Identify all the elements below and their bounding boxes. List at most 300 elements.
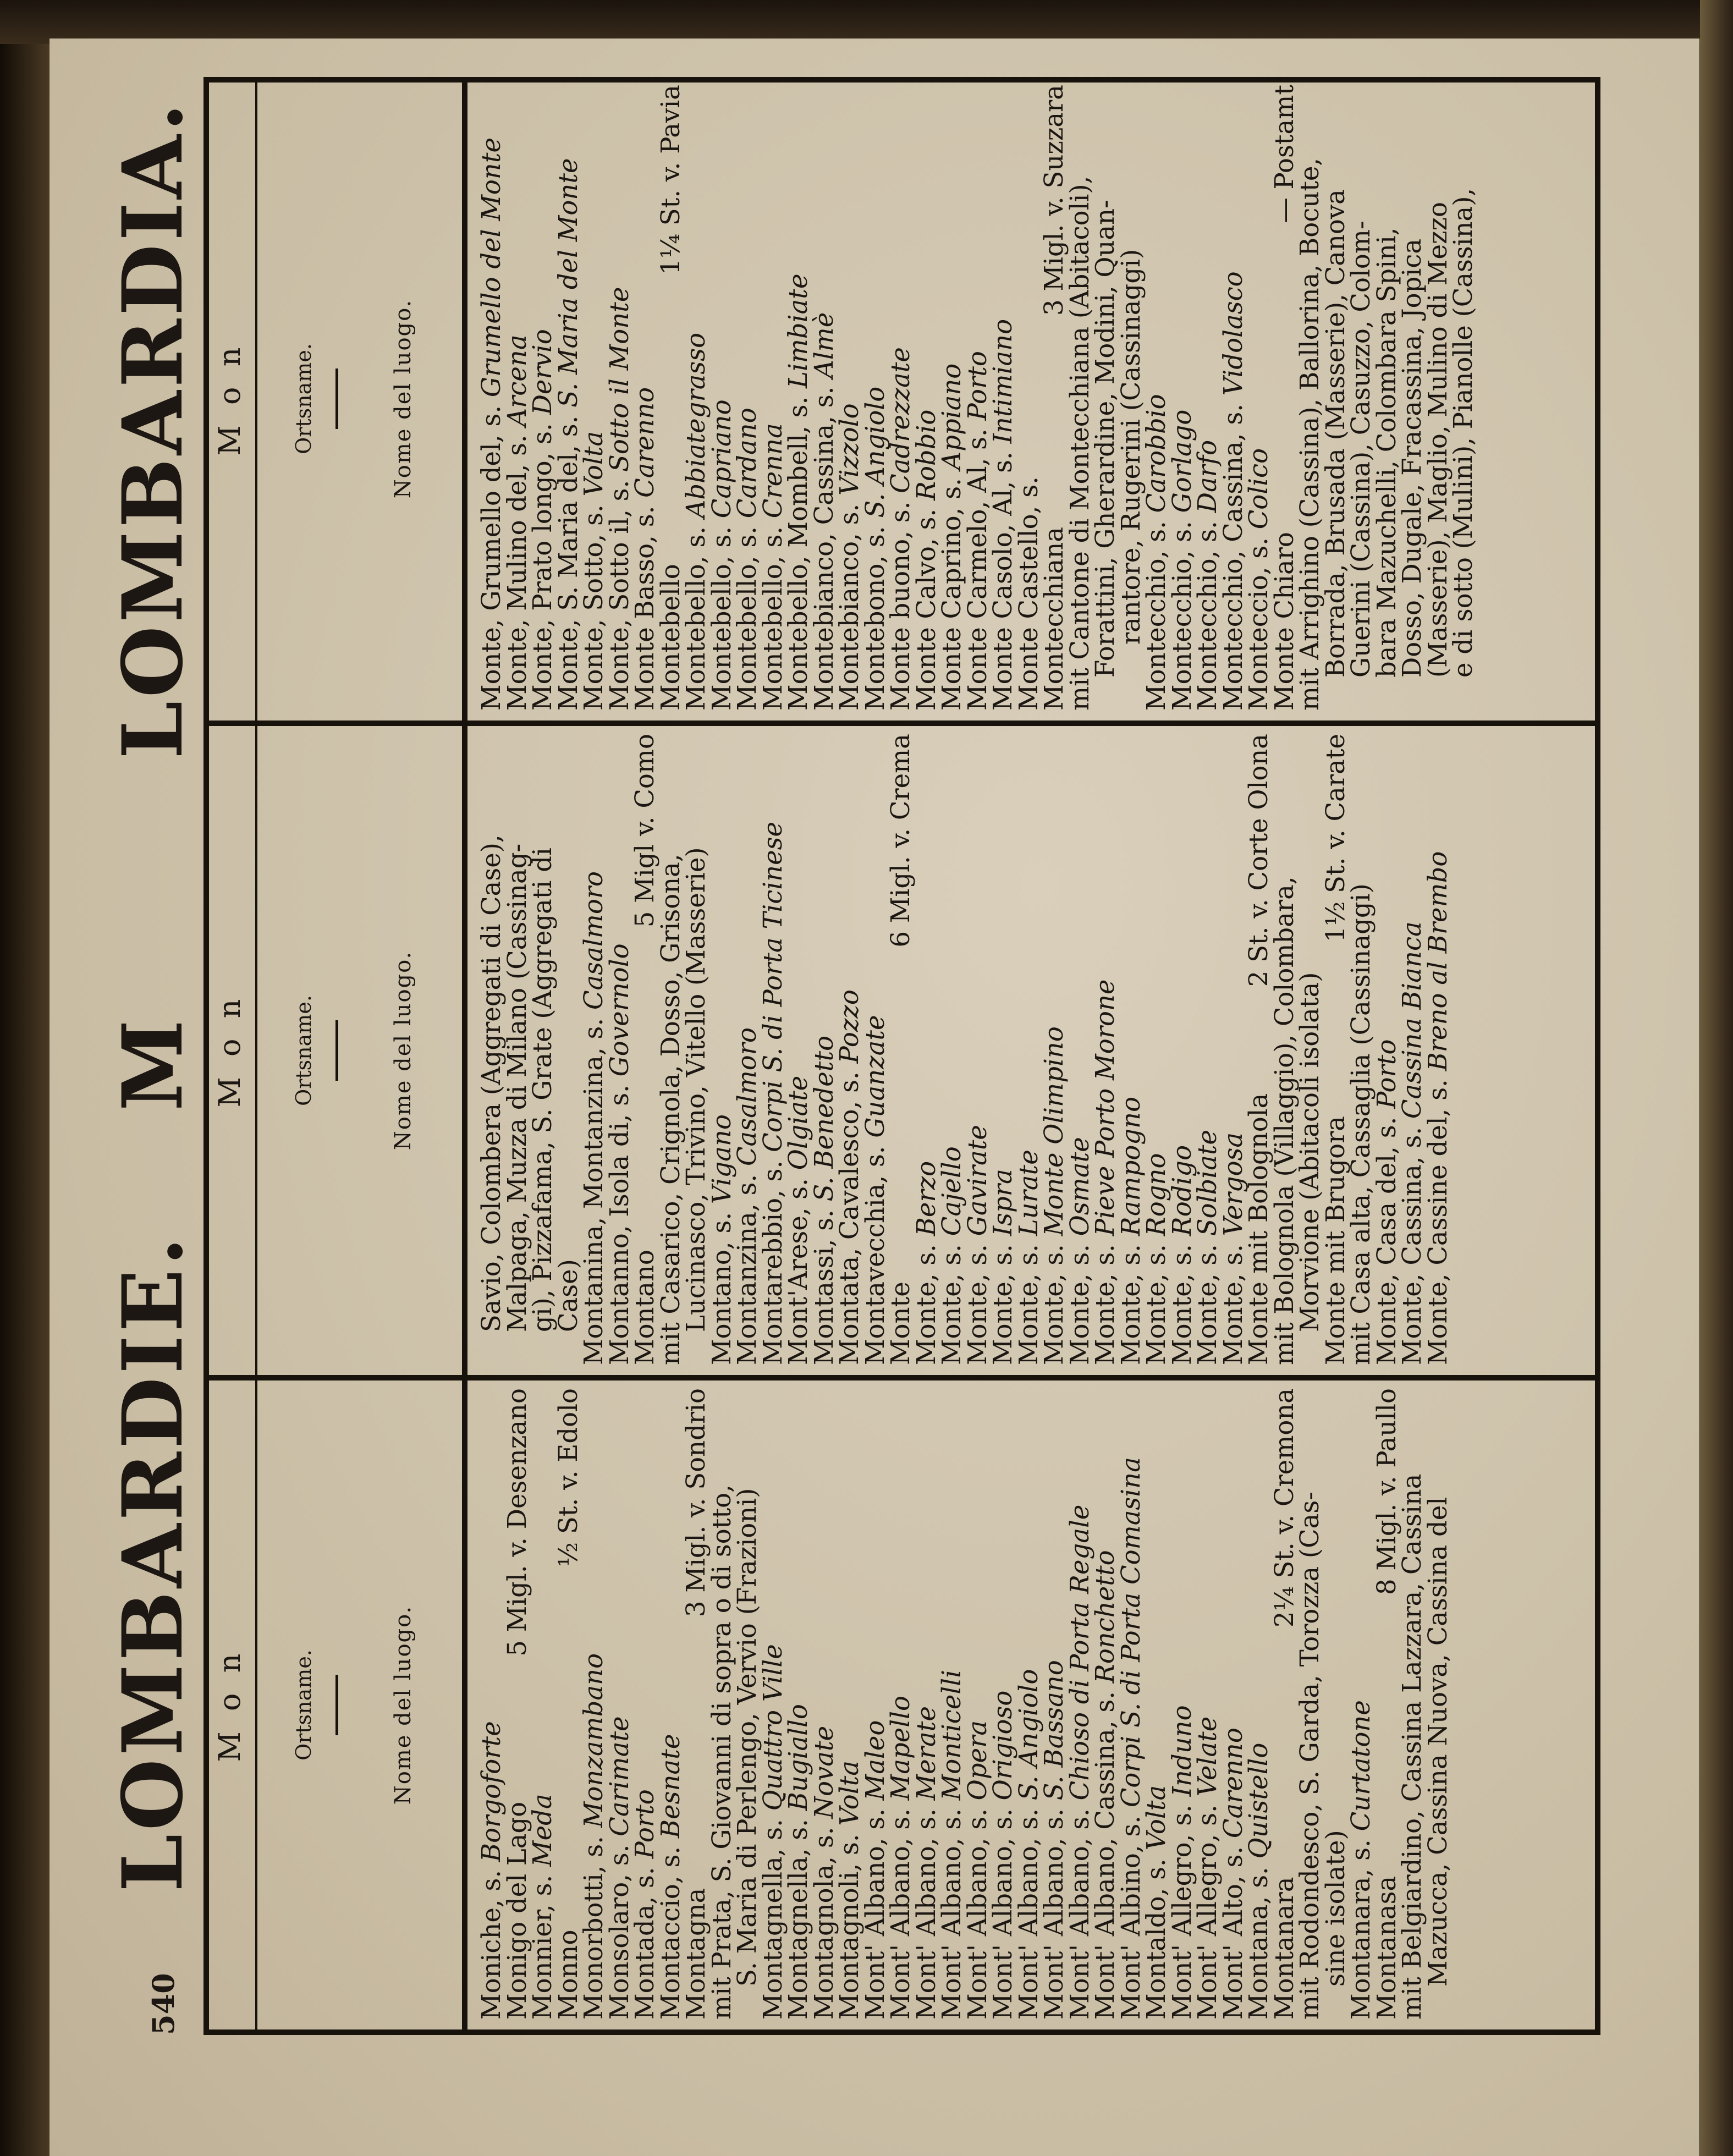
place-name-text: Mont'Arese, s. xyxy=(783,1170,813,1365)
gazetteer-entry xyxy=(808,85,839,711)
gazetteer-entry xyxy=(1192,734,1222,1365)
gazetteer-entry xyxy=(990,1388,1016,2020)
see-reference: Novate xyxy=(808,1725,839,1819)
place-name xyxy=(527,848,557,1332)
place-name xyxy=(939,1670,965,2020)
place-name-text: e di sotto (Mulini), Pianolle (Cassina), xyxy=(1448,188,1478,678)
title-italian: LOMBARDIA. xyxy=(104,100,201,759)
see-reference: Monticelli xyxy=(937,1670,966,1801)
place-name-text: Monte, Sotto il, s. xyxy=(604,471,634,711)
gazetteer-entry xyxy=(706,1388,736,2020)
place-name-text: Montanara, s. xyxy=(1346,1831,1376,2020)
place-name xyxy=(1297,972,1323,1332)
place-name-text: Mont' Albano, s. xyxy=(988,1800,1017,2020)
gazetteer-entry xyxy=(581,1388,607,2020)
gazetteer-entry xyxy=(527,85,557,711)
gazetteer-entry xyxy=(1450,85,1476,711)
see-reference: Rampogno xyxy=(1115,1096,1146,1236)
place-name xyxy=(834,989,864,1365)
see-reference: Merate xyxy=(911,1706,941,1801)
place-name-text: gi), Pizzafama, S. Grate (Aggregati di xyxy=(527,848,557,1332)
place-name-text: Monte, s. xyxy=(1192,1236,1222,1365)
see-reference: Quattro Ville xyxy=(757,1644,788,1811)
place-name-text: Monte, s. xyxy=(1167,1236,1197,1365)
place-name xyxy=(655,1734,685,2020)
gazetteer-entry xyxy=(1041,734,1067,1365)
place-name-text: Montebianco, s. xyxy=(834,495,864,711)
column-2 xyxy=(209,726,1595,1380)
gazetteer-entry xyxy=(581,85,607,711)
gazetteer-entry xyxy=(1092,734,1118,1365)
place-name xyxy=(1297,1492,1323,2020)
place-name-text: Montagnella, s. xyxy=(783,1811,813,2020)
place-name xyxy=(655,564,685,711)
place-name xyxy=(683,333,709,711)
gazetteer-entry xyxy=(1092,1388,1118,2020)
place-name-text: Montecchio, s. xyxy=(1141,513,1171,711)
gazetteer-entry xyxy=(1371,1388,1401,2020)
place-name xyxy=(1064,1504,1094,2020)
place-name xyxy=(962,351,992,711)
place-name xyxy=(990,319,1016,711)
see-reference: Guanzate xyxy=(860,1015,890,1138)
gazetteer-entry xyxy=(1320,734,1350,1365)
place-name-text: mit Belgiardino, Cassina Lazzara, Cassina xyxy=(1397,1473,1427,2020)
gazetteer-entry xyxy=(655,1388,685,2020)
see-reference: Porto xyxy=(630,1789,659,1859)
place-name-text: Mont' Albano, Cassina, s. xyxy=(1090,1683,1120,2020)
place-name xyxy=(962,1720,992,2020)
gazetteer-entry xyxy=(1013,85,1043,711)
place-name xyxy=(1246,448,1272,711)
place-name xyxy=(911,1160,941,1365)
see-reference: Besnate xyxy=(655,1734,685,1839)
place-name xyxy=(1169,410,1195,711)
see-reference: Gorlago xyxy=(1167,409,1197,513)
entry-list xyxy=(467,726,1453,1375)
place-name xyxy=(706,399,736,711)
rotated-page-content xyxy=(93,77,1611,2035)
place-name-text: Monte Casolo, Al, s. xyxy=(988,443,1017,711)
place-name xyxy=(885,347,915,711)
place-name-text: sine isolate) xyxy=(1320,1830,1350,1987)
see-reference: Porto xyxy=(962,351,992,421)
column-header-ortsname: Ortsname. xyxy=(291,343,316,454)
see-reference: Corpi S. di Porta Comasina xyxy=(1115,1457,1146,1808)
place-name xyxy=(1320,1830,1350,1987)
place-name xyxy=(734,1027,760,1365)
place-name xyxy=(478,834,504,1332)
place-name xyxy=(1115,1096,1146,1365)
gazetteer-entry xyxy=(885,734,915,1365)
place-name-text: Monte, s. xyxy=(1141,1236,1171,1365)
place-name-text: Monte, Cassine del, s. xyxy=(1422,1071,1453,1365)
gazetteer-entry xyxy=(808,1388,839,2020)
see-reference: Appiano xyxy=(937,363,966,470)
place-name xyxy=(1143,394,1169,711)
see-reference: Arcena xyxy=(502,334,532,427)
place-name-text: Borrada, Brusada (Masserie), Canova xyxy=(1320,189,1350,678)
gazetteer-entry xyxy=(911,85,941,711)
column-header-nome: Nome del luogo. xyxy=(390,1605,416,1805)
gazetteer-entry xyxy=(581,734,607,1365)
place-name-text: rantore, Rugerini (Cassinaggi) xyxy=(1115,249,1146,645)
place-name xyxy=(834,1761,864,2020)
see-reference: Cajello xyxy=(937,1146,966,1236)
see-reference: Porto xyxy=(1371,1039,1401,1109)
gazetteer-entry xyxy=(808,734,839,1365)
place-name-text: Mont' Albano, s. xyxy=(911,1800,941,2020)
see-reference: Solbiate xyxy=(1192,1129,1222,1236)
place-name-text: Montebono, s. xyxy=(860,518,890,711)
see-reference: Casalmoro xyxy=(579,871,608,1010)
see-reference: S. Benedetto xyxy=(808,1035,839,1202)
gazetteer-entry xyxy=(604,1388,634,2020)
place-name-text: Monte, Cassina, s. xyxy=(1397,1119,1427,1365)
place-name-text: Mont' Albano, s. xyxy=(1013,1800,1043,2020)
place-name-text: Montanno, Isola di, s. xyxy=(604,1076,634,1365)
place-name-text: Monte, s. xyxy=(1064,1236,1094,1365)
gazetteer-entry xyxy=(1399,85,1425,711)
gazetteer-entry xyxy=(785,1388,811,2020)
place-name-text: Monnier, s. xyxy=(527,1866,557,2020)
place-name-text: Monte, s. xyxy=(1039,1236,1069,1365)
place-name-text: Monte buono, s. xyxy=(885,493,915,711)
see-reference: Robbio xyxy=(911,409,941,501)
place-name xyxy=(1422,1497,1453,1987)
place-name xyxy=(939,364,965,711)
place-name xyxy=(734,1488,760,1987)
place-name-text: S. Maria di Perlengo, Vervio (Frazioni) xyxy=(732,1488,762,1987)
gazetteer-entry xyxy=(990,85,1016,711)
place-name-text: bara Mazuchelli, Colombara Spini, xyxy=(1371,227,1401,678)
place-name-text: (Masserie), Maglio, Mulino di Mezzo xyxy=(1422,201,1453,678)
gazetteer-entry xyxy=(1297,734,1323,1365)
see-reference: Berzo xyxy=(911,1160,941,1236)
place-name-text: Malpaga, Muzza di Milano (Cassinag- xyxy=(502,843,532,1332)
gazetteer-entry xyxy=(885,1388,915,2020)
place-name-text: Monte Carmelo, Al, s. xyxy=(962,420,992,711)
place-name xyxy=(527,329,557,711)
place-name-text: Monte Chiaro xyxy=(1269,532,1299,711)
gazetteer-entry xyxy=(706,734,736,1365)
place-name xyxy=(555,1259,581,1332)
see-reference: Carenno xyxy=(1218,1728,1248,1839)
gazetteer-entry xyxy=(862,734,888,1365)
gazetteer-entry xyxy=(1041,85,1067,711)
place-name-text: Montebello, s. xyxy=(706,518,736,711)
place-name-text: Monte Castello, s. xyxy=(1013,476,1043,711)
place-name-text: Savio, Colombera (Aggregati di Case), xyxy=(476,834,506,1332)
gazetteer-entry xyxy=(939,734,965,1365)
place-name xyxy=(1399,1474,1425,2020)
distance-note: 5 Migl. v. Desenzano xyxy=(502,1388,532,1657)
gazetteer-entry xyxy=(1269,85,1299,711)
gazetteer-entry xyxy=(555,1388,581,2020)
place-name xyxy=(808,1035,839,1365)
place-name-text: Montano, s. xyxy=(706,1204,736,1365)
see-reference: Capriano xyxy=(706,399,736,519)
gazetteer-entry xyxy=(1220,1388,1246,2020)
see-reference: Carimate xyxy=(604,1716,634,1836)
place-name xyxy=(734,408,760,711)
place-name xyxy=(1092,200,1118,678)
place-name xyxy=(706,1484,736,2020)
gazetteer-entry xyxy=(632,734,658,1365)
see-reference: Quistello xyxy=(1244,1742,1273,1859)
see-reference: Monzambano xyxy=(579,1653,608,1828)
place-name xyxy=(1143,1153,1169,1365)
see-reference: Volta xyxy=(579,431,608,497)
gazetteer-entry xyxy=(990,734,1016,1365)
place-name xyxy=(834,403,864,711)
see-reference: Vergosa xyxy=(1218,1132,1248,1236)
gazetteer-entry xyxy=(1064,85,1094,711)
place-name-text: Montaldo, s. xyxy=(1141,1850,1171,2020)
see-reference: Grumello del Monte xyxy=(476,137,506,398)
place-name-text: Monte xyxy=(885,1282,915,1365)
place-name xyxy=(757,423,788,711)
book-right-edge xyxy=(1700,0,1733,2156)
see-reference: Abbiategrasso xyxy=(681,332,711,519)
column-header-ortsname: Ortsname. xyxy=(291,1649,316,1761)
place-name xyxy=(808,312,839,711)
see-reference: Vidolasco xyxy=(1218,271,1248,396)
gazetteer-entry xyxy=(604,85,634,711)
place-name-text: Morvione (Abitacoli isolata) xyxy=(1295,972,1324,1332)
place-name-text: Montano xyxy=(630,1250,659,1365)
place-name-text: Monte, s. xyxy=(988,1236,1017,1365)
column-header-mon: M o n xyxy=(212,77,257,721)
place-name xyxy=(1220,271,1246,711)
gazetteer-entry xyxy=(962,1388,992,2020)
place-name-text: Mont' Albano, s. xyxy=(1039,1800,1069,2020)
place-name xyxy=(1269,532,1299,711)
place-name xyxy=(1220,1728,1246,2020)
place-name-text: Monte, S. Maria del, s. xyxy=(553,407,583,711)
gazetteer-entry xyxy=(632,85,658,711)
place-name-text: Monte, s. xyxy=(1218,1236,1248,1365)
gazetteer-entry xyxy=(1269,734,1299,1365)
gazetteer-entry xyxy=(734,85,760,711)
gazetteer-entry xyxy=(1041,1388,1067,2020)
place-name xyxy=(1041,527,1067,711)
gazetteer-entry xyxy=(1422,1388,1453,2020)
place-name xyxy=(1246,1743,1272,2020)
column-header-nome: Nome del luogo. xyxy=(390,950,416,1151)
see-reference: Ispra xyxy=(988,1169,1017,1236)
place-name xyxy=(706,1114,736,1365)
place-name-text: Dosso, Dugale, Fracassina, Jopica xyxy=(1397,238,1427,678)
see-reference: Rogno xyxy=(1141,1153,1171,1236)
place-name-text: Montanara xyxy=(1269,1877,1299,2020)
gazetteer-entry xyxy=(527,734,557,1365)
gazetteer-entry xyxy=(911,734,941,1365)
place-name xyxy=(1192,1716,1222,2020)
distance-note: 1¼ St. v. Pavia xyxy=(655,85,685,275)
gazetteer-entry xyxy=(706,85,736,711)
place-name xyxy=(1115,1457,1146,2020)
see-reference: Vigano xyxy=(706,1114,736,1204)
see-reference: Curtatone xyxy=(1346,1700,1376,1832)
place-name-text: mit Prata, S. Giovanni di sopra o di sotto, xyxy=(706,1484,736,2020)
place-name-text: Monte Basso, s. xyxy=(630,497,659,711)
place-name xyxy=(1092,1550,1118,2020)
see-reference: Origioso xyxy=(988,1690,1017,1801)
place-name-text: Montavecchia, s. xyxy=(860,1137,890,1365)
place-name xyxy=(1013,1669,1043,2020)
column-header-rule xyxy=(335,369,338,429)
place-name-text: Mont' Albano, s. xyxy=(1064,1800,1094,2020)
gazetteer-entry xyxy=(1115,734,1146,1365)
see-reference: S. Angiolo xyxy=(860,386,890,518)
gazetteer-entry xyxy=(1422,85,1453,711)
gazetteer-entry xyxy=(504,85,530,711)
place-name xyxy=(1422,201,1453,678)
gazetteer-entry xyxy=(1220,85,1246,711)
place-name-text: Montassi, s. xyxy=(808,1201,839,1365)
place-name-text: Montarebbio, s. xyxy=(757,1152,788,1365)
place-name-text: Case) xyxy=(553,1259,583,1332)
gazetteer-entry xyxy=(962,85,992,711)
gazetteer-entry xyxy=(785,85,811,711)
gazetteer-entry xyxy=(862,85,888,711)
place-name xyxy=(1348,221,1374,678)
distance-note: 3 Migl. v. Sondrio xyxy=(681,1388,711,1618)
gazetteer-entry xyxy=(1399,1388,1425,2020)
gazetteer-entry xyxy=(527,1388,557,2020)
place-name xyxy=(1269,876,1299,1365)
place-name xyxy=(757,822,788,1365)
see-reference: Monte Olimpino xyxy=(1039,1026,1069,1236)
place-name-text: Montagnoli, s. xyxy=(834,1825,864,2020)
see-reference: Gavirate xyxy=(962,1125,992,1236)
place-name-text: Monte, s. xyxy=(1115,1236,1146,1365)
gazetteer-entry xyxy=(1371,85,1401,711)
gazetteer-entry xyxy=(1143,734,1169,1365)
column-1 xyxy=(209,1380,1595,2030)
see-reference: Carenno xyxy=(630,387,659,498)
see-reference: Crenna xyxy=(757,423,788,519)
place-name-text: Monte Calvo, s. xyxy=(911,501,941,711)
place-name xyxy=(581,431,607,711)
place-name xyxy=(632,1250,658,1365)
see-reference: Olgiate xyxy=(783,1075,813,1170)
gazetteer-entry xyxy=(1115,85,1146,711)
page-number: 540 xyxy=(146,1973,181,2035)
gazetteer-entry xyxy=(1246,85,1272,711)
gazetteer-entry xyxy=(1192,1388,1222,2020)
gazetteer-entry xyxy=(1348,1388,1374,2020)
place-name xyxy=(1399,239,1425,678)
gazetteer-entry xyxy=(757,1388,788,2020)
place-name xyxy=(504,844,530,1332)
place-name xyxy=(1169,1705,1195,2020)
see-reference: Bugiallo xyxy=(783,1704,813,1811)
place-name-text: mit Bolognola (Villaggio), Colombara, xyxy=(1269,876,1299,1365)
column-3 xyxy=(209,77,1595,726)
place-name xyxy=(1041,1660,1067,2020)
place-name xyxy=(683,1888,709,2020)
place-name-text: Montebianco, Cassina, s. xyxy=(808,378,839,711)
gazetteer-entry xyxy=(1399,734,1425,1365)
gazetteer-entry xyxy=(478,85,504,711)
gazetteer-entry xyxy=(1371,734,1401,1365)
place-name-text: Montecchio, s. xyxy=(1167,513,1197,711)
gazetteer-entry xyxy=(1422,734,1453,1365)
gazetteer-entry xyxy=(683,734,709,1365)
place-name xyxy=(555,158,581,711)
see-reference: Borgoforte xyxy=(476,1721,506,1862)
see-reference: Pozzo xyxy=(834,989,864,1064)
place-name-text: Montebello, s. xyxy=(757,518,788,711)
place-name xyxy=(911,1706,941,2020)
see-reference: Opera xyxy=(962,1720,992,1801)
place-name xyxy=(632,387,658,711)
place-name xyxy=(1348,883,1374,1365)
distance-note: 8 Migl. v. Paullo xyxy=(1371,1388,1401,1595)
title-letter: M xyxy=(104,1016,201,1111)
place-name-text: Forattini, Gherardine, Modini, Quan- xyxy=(1090,200,1120,678)
place-name xyxy=(1041,1026,1067,1365)
place-name xyxy=(1320,1115,1350,1365)
place-name xyxy=(1371,1876,1401,2020)
place-name-text: Montana, s. xyxy=(1244,1858,1273,2020)
place-name-text: Montanina, Montanzina, s. xyxy=(579,1010,608,1365)
gazetteer-entry xyxy=(655,85,685,711)
place-name-text: Monte Caprino, s. xyxy=(937,470,966,711)
place-name-text: mit Casa alta, Cassaglia (Cassinaggi) xyxy=(1346,883,1376,1365)
gazetteer-entry xyxy=(1220,734,1246,1365)
place-name-text: mit Arrighino (Cassina), Ballorina, Bocute, xyxy=(1295,157,1324,711)
place-name-text: Monte, s. xyxy=(1090,1236,1120,1365)
column-header-mon: M o n xyxy=(212,726,257,1375)
see-reference: Carobbio xyxy=(1141,394,1171,513)
gazetteer-entry xyxy=(939,1388,965,2020)
place-name xyxy=(808,1725,839,2020)
see-reference: Governolo xyxy=(604,943,634,1077)
place-name-text: Monte, s. xyxy=(911,1236,941,1365)
gazetteer-entry xyxy=(1169,85,1195,711)
see-reference: Induno xyxy=(1167,1705,1197,1797)
place-name xyxy=(555,1930,581,2020)
gazetteer-entry xyxy=(504,1388,530,2020)
gazetteer-entry xyxy=(757,734,788,1365)
see-reference: Breno al Brembo xyxy=(1422,851,1453,1071)
gazetteer-entry xyxy=(757,85,788,711)
place-name xyxy=(1371,1039,1401,1365)
distance-note: 2¼ St. v. Cremona xyxy=(1269,1388,1299,1627)
gazetteer-entry xyxy=(555,85,581,711)
gazetteer-entry xyxy=(1269,1388,1299,2020)
entry-list xyxy=(467,1380,1453,2030)
book-top-edge xyxy=(0,0,1733,44)
see-reference: Cassina Bianca xyxy=(1397,921,1427,1119)
place-name-text: Mont' Albino, s. xyxy=(1115,1807,1146,2020)
gazetteer-entry xyxy=(962,734,992,1365)
place-name xyxy=(581,1653,607,2020)
see-reference: Volta xyxy=(1141,1785,1171,1851)
place-name-text: mit Cantone di Montecchiana (Abitacoli), xyxy=(1064,175,1094,711)
gazetteer-entry xyxy=(834,85,864,711)
see-reference: Dervio xyxy=(527,329,557,415)
place-name-text: Lucinasco, Trivino, Vitello (Masserie) xyxy=(681,847,711,1332)
place-name-text: Monsolaro, s. xyxy=(604,1836,634,2020)
gazetteer-entry xyxy=(1246,1388,1272,2020)
place-name xyxy=(1013,476,1043,711)
place-name xyxy=(1320,189,1350,678)
place-name-text: Mazucca, Cassina Nuova, Cassina del xyxy=(1422,1497,1453,1987)
